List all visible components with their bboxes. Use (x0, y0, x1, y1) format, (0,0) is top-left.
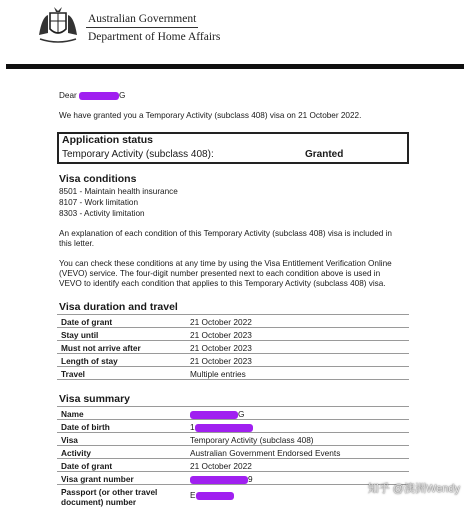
government-name: Australian Government (88, 13, 197, 25)
duration-label: Stay until (61, 330, 99, 340)
row-divider (57, 445, 409, 446)
summary-label: Passport (or other travel (61, 487, 158, 497)
summary-label: Activity (61, 448, 91, 458)
application-status-heading: Application status (62, 134, 154, 146)
duration-value: 21 October 2022 (190, 317, 252, 327)
vevo-paragraph-line: You can check these conditions at any time by using the Visa Entitlement Verification Online (59, 259, 392, 268)
visa-summary-heading: Visa summary (59, 393, 131, 405)
summary-label: Name (61, 409, 84, 419)
row-divider (57, 471, 409, 472)
summary-label: Date of birth (61, 422, 110, 432)
duration-label: Length of stay (61, 356, 118, 366)
duration-label: Travel (61, 369, 85, 379)
status-visa-type: Temporary Activity (subclass 408): (62, 149, 214, 160)
summary-value: 21 October 2022 (190, 461, 252, 471)
watermark: 知乎 @澳洲Wendy (367, 483, 460, 495)
duration-value: 21 October 2023 (190, 343, 252, 353)
row-divider (57, 484, 409, 485)
status-value: Granted (305, 149, 344, 160)
duration-value: 21 October 2023 (190, 356, 252, 366)
row-divider (57, 340, 409, 341)
redacted-name (79, 92, 119, 100)
row-divider (57, 419, 409, 420)
summary-label-continued: document) number (61, 497, 137, 507)
summary-value: Australian Government Endorsed Events (190, 448, 341, 458)
row-divider (57, 458, 409, 459)
page-top-bar (6, 64, 464, 69)
row-divider (57, 353, 409, 354)
department-name: Department of Home Affairs (88, 31, 221, 43)
coat-of-arms-icon (36, 5, 80, 47)
summary-value-dob: 1 (190, 422, 253, 432)
row-divider (57, 327, 409, 328)
visa-conditions-heading: Visa conditions (59, 173, 137, 185)
vevo-paragraph-line: VEVO to identify each condition that applies to this Temporary Activity (subclass 408) visa. (59, 279, 386, 288)
summary-value-name: G (190, 409, 244, 419)
duration-value: 21 October 2023 (190, 330, 252, 340)
vevo-paragraph-line: (VEVO) service. The four-digit number presented next to each condition above is used in (59, 269, 381, 278)
redacted-name (190, 411, 238, 419)
redacted-grant-number (190, 476, 248, 484)
summary-value-passport: E (190, 490, 234, 500)
conditions-explanation-line: this letter. (59, 239, 95, 248)
intro-text: We have granted you a Temporary Activity (subclass 408) visa on 21 October 2022. (59, 111, 362, 120)
duration-label: Date of grant (61, 317, 113, 327)
duration-label: Must not arrive after (61, 343, 141, 353)
summary-label: Visa (61, 435, 78, 445)
summary-value: Temporary Activity (subclass 408) (190, 435, 314, 445)
row-divider (57, 406, 409, 407)
summary-value-grant-number: 9 (190, 474, 253, 484)
conditions-explanation-line: An explanation of each condition of this Temporary Activity (subclass 408) visa is included in (59, 229, 392, 238)
header-divider (86, 27, 198, 28)
row-divider (57, 314, 409, 315)
row-divider (57, 432, 409, 433)
summary-label: Date of grant (61, 461, 113, 471)
condition-item: 8501 - Maintain health insurance (59, 187, 178, 196)
condition-item: 8303 - Activity limitation (59, 209, 145, 218)
summary-label: Visa grant number (61, 474, 134, 484)
redacted-passport (196, 492, 234, 500)
row-divider (57, 366, 409, 367)
duration-value: Multiple entries (190, 369, 246, 379)
redacted-dob (195, 424, 253, 432)
row-divider (57, 379, 409, 380)
visa-duration-heading: Visa duration and travel (59, 301, 178, 313)
condition-item: 8107 - Work limitation (59, 198, 139, 207)
greeting: Dear G (59, 91, 126, 100)
